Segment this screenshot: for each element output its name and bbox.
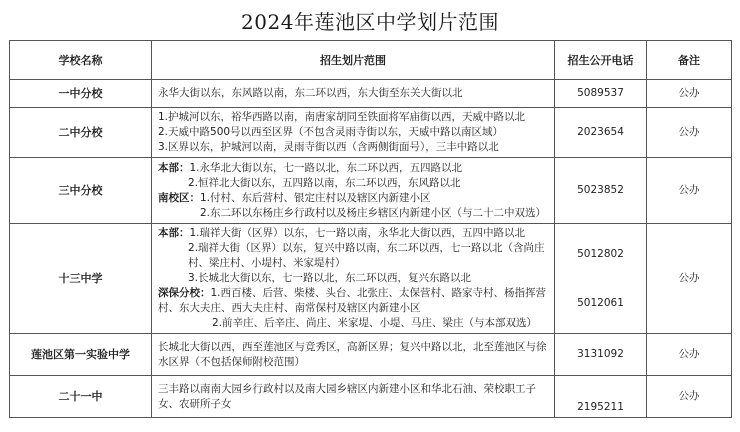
- school-note: 公办: [647, 80, 732, 108]
- phone-branch: 5012061: [577, 296, 624, 309]
- range-text: 1.瑞祥大街（区界）以东，七一路以南，永华北大街以西，五四中路以北: [189, 227, 526, 239]
- range-line: 2.恒祥北大街以东，五四路以南，东二环以西，东风路以北: [188, 176, 461, 189]
- school-note: 公办: [647, 376, 732, 418]
- district-table: [9, 40, 732, 418]
- school-range: [152, 334, 555, 376]
- range-text: 1.西百楼、后营、柴楼、头台、北张庄、太保营村、路家寺村、杨指挥营村、东大夫庄、西大夫庄村、南常保村及辖区内新建小区: [158, 287, 547, 314]
- header-school: 学校名称: [10, 41, 152, 80]
- range-line: [158, 191, 548, 206]
- range-line: 1.护城河以东，裕华西路以南，南唐家胡同至铁面将军庙街以西，天威中路以北: [158, 111, 526, 123]
- header-phone: 招生公开电话: [555, 41, 647, 80]
- school-phone: 2195211: [555, 376, 647, 418]
- school-name: 二中分校: [10, 108, 152, 158]
- school-phone: 3131092: [555, 334, 647, 376]
- school-name: 二十一中: [10, 376, 152, 418]
- table-row: [10, 376, 732, 418]
- range-line: 三丰路以南南大园乡行政村以及南大园乡辖区内新建小区和华北石油、荣校职工子女、农研所子女: [158, 382, 536, 410]
- school-phone: [555, 224, 647, 334]
- table-row: [10, 80, 732, 108]
- school-range: [152, 224, 555, 334]
- range-line: [158, 161, 548, 176]
- range-text: 1.永华北大街以东，七一路以北，东二环以西，五四路以北: [189, 161, 463, 174]
- school-range: [152, 376, 555, 418]
- range-line: 2.东二环以东杨庄乡行政村以及杨庄乡辖区内新建小区（与二十二中双选）: [200, 206, 547, 219]
- campus-label: 深保分校：: [158, 287, 211, 299]
- table-row: [10, 108, 732, 158]
- campus-label: 本部：: [158, 161, 190, 174]
- range-line: 2.天威中路500号以西至区界（不包含灵雨寺街以东，天威中路以南区域）: [158, 126, 504, 138]
- school-note: 公办: [647, 334, 732, 376]
- range-line: 3.区界以东，护城河以南，灵雨寺街以西（含两侧街面号），三丰中路以北: [158, 141, 499, 153]
- phone-main: 5012802: [577, 247, 624, 260]
- school-phone: 2023654: [555, 108, 647, 158]
- school-note: 公办: [647, 158, 732, 224]
- range-text: 1.付村、东后营村、银定庄村以及辖区内新建小区: [200, 191, 431, 204]
- range-line: 永华大街以东，东风路以南，东二环以西，东大街至东关大街以北: [158, 87, 463, 99]
- header-row: [10, 41, 732, 80]
- campus-label: 本部：: [158, 227, 190, 239]
- table-row: [10, 334, 732, 376]
- header-note: 备注: [647, 41, 732, 80]
- range-line: 2.前辛庄、后辛庄、尚庄、米家堤、小堤、马庄、梁庄（与本部双选）: [212, 317, 538, 329]
- school-name: 十三中学: [10, 224, 152, 334]
- page-title: 2024年莲池区中学划片范围: [241, 10, 499, 34]
- school-range: [152, 108, 555, 158]
- range-line: 2.瑞祥大街（区界）以东，复兴中路以南，东二环以西，七一路以北（含尚庄村、梁庄村、小堤村、米家堤村）: [188, 242, 545, 269]
- school-phone: 5089537: [555, 80, 647, 108]
- range-line: 长城北大街以西，西至莲池区与竞秀区，高新区界；复兴中路以北，北至莲池区与徐水区界（不包括保师附校范围）: [158, 340, 547, 368]
- range-line: [158, 226, 548, 241]
- range-line: [158, 286, 548, 316]
- school-name: 一中分校: [10, 80, 152, 108]
- range-line: 3.长城北大街以东，七一路以北，东二环以西，复兴东路以北: [188, 272, 472, 284]
- table-row: [10, 224, 732, 334]
- school-phone: 5023852: [555, 158, 647, 224]
- school-note: 公办: [647, 224, 732, 334]
- table-row: [10, 158, 732, 224]
- school-name: 三中分校: [10, 158, 152, 224]
- school-name: 莲池区第一实验中学: [10, 334, 152, 376]
- school-note: 公办: [647, 108, 732, 158]
- school-range: [152, 158, 555, 224]
- campus-label: 南校区：: [158, 191, 200, 204]
- school-range: [152, 80, 555, 108]
- header-range: 招生划片范围: [152, 41, 555, 80]
